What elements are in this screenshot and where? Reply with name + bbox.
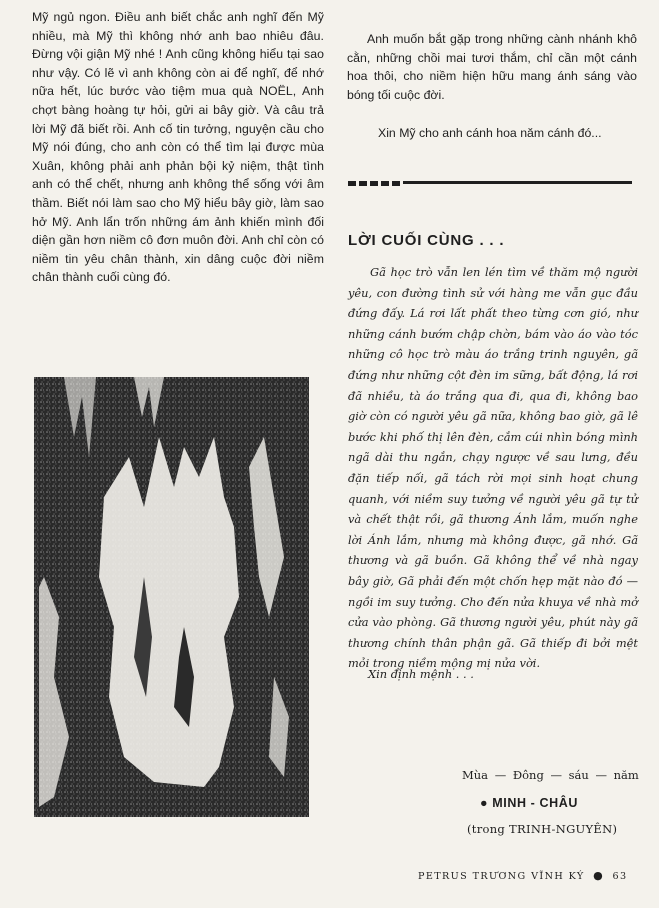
left-paragraph: Mỹ ngủ ngon. Điều anh biết chắc anh nghĩ đến Mỹ nhiều, mà Mỹ thì không nhớ anh bao nhiêu đâu. Đừng vội giận Mỹ nhé ! Anh cũng không hiểu tại sao như vậy. Có lẽ vì anh không còn ai để nghĩ, để nhớ nữa hết, lúc bước vào tiệm mua quà NOËL, Anh chợt bàng hoàng tự hỏi, gửi ai bây giờ. Và câu trả lời Mỹ đã biết rồi. Anh cố tin tưởng, nguyện cầu cho Mỹ nói đúng, cho anh còn có thể tìm lại được mùa Xuân, không phải anh phản bội kỷ niệm, thật tình anh có thể chết, nhưng anh không thể sống với âm thầm. Biết nói làm sao cho Mỹ hiểu bây giờ, làm sao hở Mỹ. Anh lẩn trốn những ám ảnh khiến mình đối diện gần hơn niềm cô đơn muôn đời. Anh chỉ còn có niềm tin yêu chân thành, xin dâng cuộc đời niềm chân thành cuối cùng đó. [32, 10, 324, 285]
author-source: (trong TRINH-NGUYÊN) [467, 822, 618, 836]
author-name [480, 796, 578, 810]
author-label: MINH - CHÂU [492, 796, 578, 810]
poem-closing: Xin định mệnh . . . [368, 667, 474, 681]
section-title: LỜI CUỐI CÙNG . . . [348, 232, 505, 249]
page-number: 63 [612, 871, 628, 882]
right-closing-line: Xin Mỹ cho anh cánh hoa năm cánh đó... [378, 126, 602, 140]
footer-title: PETRUS TRƯƠNG VĨNH KÝ [418, 871, 585, 882]
left-column [32, 8, 324, 287]
bullet-icon: ● [593, 869, 605, 882]
date-line: Mùa — Đông — sáu — năm [462, 768, 639, 782]
bullet-icon: ● [480, 796, 489, 810]
section-divider [348, 176, 632, 190]
poem-body [348, 262, 638, 674]
poem-paragraph: Gã học trò vẫn len lén tìm về thăm mộ người yêu, con đường tình sử với hàng me vẫn gục đầu đứng đấy. Lá rơi lất phất theo từng cơn gió, như những cánh bướm chập chờn, bám vào áo vào tóc những cô học trò màu áo trắng trinh nguyên, gã đứng như những cột đèn im sững, bất động, lá rơi đã nhiều, tà áo trắng qua đi, qua đi, không bao giờ còn có người yêu gã nữa, không bao giờ, gã lê bước khi phố thị lên đèn, cắm cúi nhìn bóng mình ngã dài thu ngắn, chạy ngược về sau lưng, đều đặn tiếp nối, gã tách rời mọi sinh hoạt chung quanh, với niềm suy tưởng về người yêu gã tự tử và chết thật rồi, gã thương Ánh lắm, muốn nghe lời Ánh lắm, nhưng mà không được, gã nhớ. Gã thương và gã buồn. Gã không thể về nhà ngay bây giờ, Gã phải đến một chốn hẹp mặt nào đó — ngồi im suy tưởng. Cho đến nửa khuya về nhà mở cửa vào phòng. Gã thương người yêu, phút này gã thương chính thân phận gã. Gã thiếp đi bởi mệt mỏi trong niềm mộng mị nửa vời. [348, 265, 638, 671]
page-footer [418, 869, 628, 882]
right-column [347, 30, 637, 104]
right-paragraph: Anh muốn bắt gặp trong những cành nhánh khô cằn, những chồi mai tươi thắm, chỉ cần một cánh hoa thôi, cho niềm hiện hữu mang ánh sáng vào bóng tối cuộc đời. [347, 32, 637, 102]
woodcut-illustration-icon [34, 377, 309, 817]
